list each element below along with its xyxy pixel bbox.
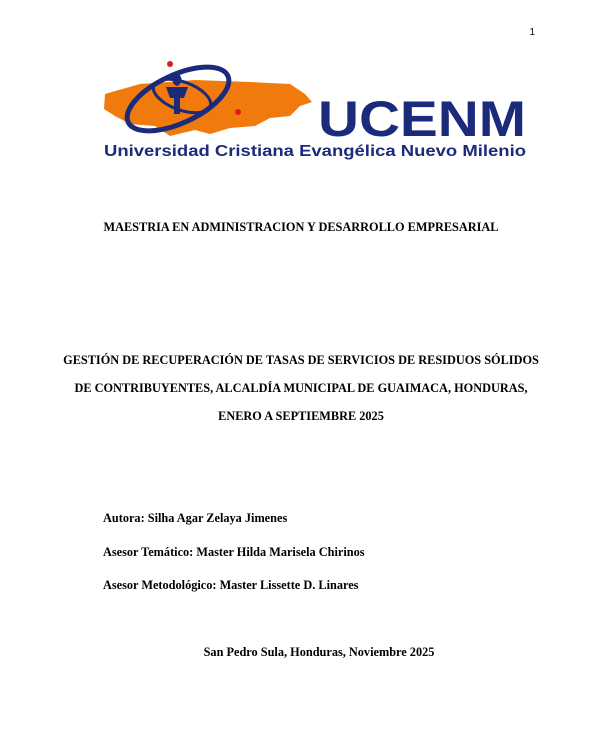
place-date: San Pedro Sula, Honduras, Noviembre 2025 bbox=[203, 645, 435, 659]
orbit-dot bbox=[167, 61, 173, 67]
program-name: MAESTRIA EN ADMINISTRACION Y DESARROLLO EMPRESARIAL bbox=[103, 220, 499, 234]
thematic-advisor-line: Asesor Temático: Master Hilda Marisela Chirinos bbox=[103, 545, 365, 559]
orbit-dot-2 bbox=[235, 109, 241, 115]
thesis-title-line: GESTIÓN DE RECUPERACIÓN DE TASAS DE SERVICIOS DE RESIDUOS SÓLIDOS bbox=[63, 353, 539, 367]
logo-wordmark: UCENM bbox=[318, 91, 526, 147]
page-number: 1 bbox=[529, 27, 535, 38]
thesis-title-line: DE CONTRIBUYENTES, ALCALDÍA MUNICIPAL DE GUAIMACA, HONDURAS, bbox=[74, 381, 528, 395]
logo-subtitle: Universidad Cristiana Evangélica Nuevo Milenio bbox=[104, 143, 526, 160]
author-line: Autora: Silha Agar Zelaya Jimenes bbox=[103, 511, 288, 525]
university-logo bbox=[100, 54, 530, 164]
methodological-advisor-line: Asesor Metodológico: Master Lissette D. Linares bbox=[103, 578, 359, 592]
thesis-title-line: ENERO A SEPTIEMBRE 2025 bbox=[218, 409, 384, 423]
